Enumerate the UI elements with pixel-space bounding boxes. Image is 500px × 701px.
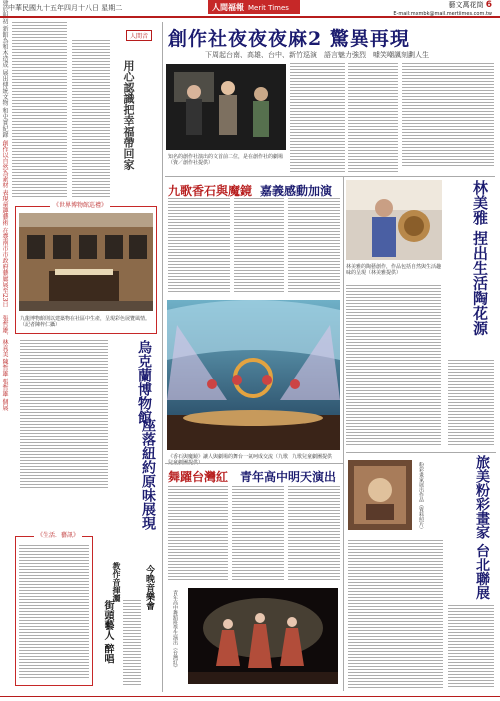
museum-subtitle: 建於明初 新館為和木造成 展出傳統文物 和史實紀錄 bbox=[1, 0, 8, 138]
dance-article-text-2 bbox=[232, 486, 284, 581]
left-article-text-1 bbox=[12, 22, 67, 197]
lin-title: 林美雅 捏出生活陶花源 bbox=[471, 180, 489, 336]
dance-article-text-3 bbox=[288, 486, 340, 581]
section-label bbox=[393, 1, 492, 18]
travel-article-text-1 bbox=[348, 540, 443, 688]
museum-building bbox=[19, 213, 153, 311]
dance-title: 舞躍台灣紅 bbox=[168, 470, 229, 484]
travel-caption: 粉彩畫家展出作品（資料照片） bbox=[418, 462, 424, 532]
concert-article-text bbox=[123, 600, 141, 685]
dance-article-text-1 bbox=[168, 486, 228, 581]
travel-title: 旅美粉彩畫家 台北聯展 bbox=[474, 455, 490, 600]
concert-title: 今晚音樂會 bbox=[144, 565, 154, 610]
main-article-text-1 bbox=[290, 63, 345, 173]
logo-subtext: Merit Times bbox=[248, 4, 289, 12]
main-headline: 創作社夜夜夜麻2 驚異再現 bbox=[168, 28, 410, 50]
main-subhead: 下周起台南、高雄、台中、新竹巡演 語言魅力強烈 噱笑嘲諷刻劃人生 bbox=[205, 51, 429, 59]
street-performer-subtitle: 教作音揮灑 bbox=[112, 562, 122, 602]
main-photo bbox=[166, 64, 286, 150]
lin-subtitle: 創作以自然為素材 表現童趣藝術 在臺南市市政府藝廊展至23日 bbox=[1, 140, 8, 308]
stage-scene bbox=[167, 300, 340, 450]
main-article-text-3 bbox=[402, 63, 494, 168]
right-rule bbox=[346, 452, 496, 453]
footer-rule bbox=[0, 696, 500, 697]
main-photo-figures bbox=[166, 64, 286, 150]
dance-caption: 青年高中舞蹈班學生演出《台灣紅》 bbox=[172, 590, 178, 670]
museum-photo bbox=[19, 213, 153, 311]
museum-article-text bbox=[20, 340, 108, 490]
center-rule bbox=[165, 463, 343, 464]
pastel-painting bbox=[348, 460, 412, 530]
lin-artist-portrait bbox=[346, 180, 442, 260]
issue-date: 中華民國九十五年四月十八日 星期二 bbox=[8, 4, 123, 12]
museum-box-title: 《世界博物館巡禮》 bbox=[50, 203, 110, 209]
museum-main-title: 座落紐約原味展現 bbox=[140, 418, 156, 530]
dance-photo bbox=[188, 588, 338, 684]
travel-photo bbox=[348, 460, 412, 530]
column-vertical-title: 用心認識把幸福帶回家 bbox=[122, 60, 135, 170]
lin-photo bbox=[346, 180, 442, 260]
logo-text: 人間福報 bbox=[212, 3, 244, 12]
nine-article-text-1 bbox=[168, 198, 230, 293]
stage-caption-right: 九歌兒童劇團提供 bbox=[292, 454, 333, 460]
stage-caption-left: 《香石與魔鏡》讓人與劇場的舞台一氣呵成交流（九歌 bbox=[168, 454, 289, 460]
nine-title: 九歌香石與魔鏡 bbox=[168, 184, 253, 198]
column-rule-left bbox=[162, 22, 163, 692]
page-number: 6 bbox=[485, 0, 492, 10]
section-name: 藝文萬花筒 bbox=[448, 1, 484, 9]
nine-article-text-2 bbox=[234, 198, 284, 293]
column-tag: 人間音 bbox=[126, 30, 152, 41]
lin-article-text-2 bbox=[448, 360, 494, 445]
lin-article-text-1 bbox=[346, 285, 441, 445]
life-box-title: 《生活．藝訊》 bbox=[34, 533, 82, 539]
life-box-text bbox=[19, 545, 89, 680]
museum-title: 烏克蘭博物館 bbox=[136, 340, 152, 424]
main-article-text-2 bbox=[348, 63, 398, 173]
dance-subtitle: 青年高中明天演出 bbox=[240, 470, 337, 484]
column-rule-right bbox=[343, 176, 344, 691]
lin-caption: 林美雅的陶藝創作，作品包括自然與生活趣味的呈現（林美雅提供） bbox=[346, 264, 442, 276]
left-article-text-2 bbox=[72, 40, 110, 197]
main-photo-caption: 知名的創作社演出的文首前二位，是在創作社的劇場（資／創作社提供） bbox=[168, 154, 284, 166]
stage-photo bbox=[167, 300, 340, 450]
nine-subtitle: 嘉義感動加演 bbox=[260, 184, 333, 198]
street-performer-title: 街頭藝人 醉唱 bbox=[102, 600, 113, 664]
newspaper-logo bbox=[208, 0, 300, 14]
section-email: E-mail:mxmbk@mail.mertiimes.com.tw bbox=[393, 11, 492, 17]
travel-subtitle: 張哲雄、林真美 陳哲雄 張哲雄 個展 bbox=[1, 315, 8, 411]
section-rule bbox=[165, 176, 495, 177]
masthead bbox=[0, 0, 500, 18]
museum-photo-caption: 九龍博物館則以建築物在社區中生產，呈現彩色展覽風情。（記者陳梓仁攝） bbox=[20, 316, 151, 328]
dance-scene bbox=[188, 588, 338, 684]
nine-article-text-3 bbox=[288, 198, 340, 293]
travel-article-text-2 bbox=[448, 605, 494, 688]
